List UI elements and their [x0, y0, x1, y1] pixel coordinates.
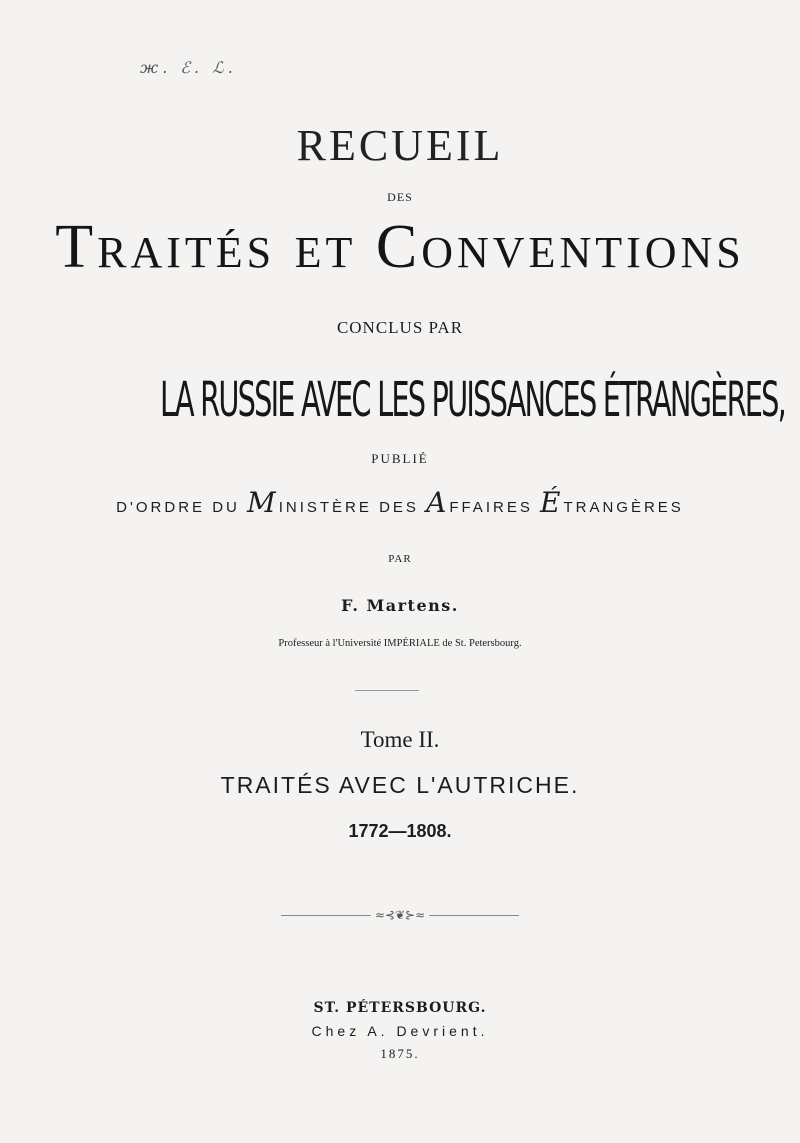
title-traites-et-conventions [0, 212, 800, 283]
byline-par: PAR [388, 553, 412, 565]
title-ordre-ministere [0, 486, 800, 519]
ornament-rule-left [281, 915, 371, 916]
title-publie: PUBLIÉ [371, 451, 429, 466]
volume-years: 1772—1808. [348, 821, 452, 841]
traites-initial: T [55, 213, 98, 281]
ordre-prefix: D'ORDRE DU [116, 499, 248, 516]
byline-professeur: Professeur à l'Université IMPÉRIALE de St. Petersbourg. [278, 638, 522, 649]
ministere-rest: INISTÈRE DES [278, 499, 427, 516]
conventions-rest: ONVENTIONS [421, 228, 745, 277]
affaires-rest: FFAIRES [449, 499, 540, 516]
imprint-year: 1875. [380, 1046, 420, 1061]
title-et: ET [294, 228, 357, 277]
byline-author: F. Martens. [341, 596, 459, 615]
etrangeres-initial: É [540, 486, 564, 519]
title-des: DES [387, 190, 413, 204]
imprint-city: ST. PÉTERSBOURG. [313, 1000, 487, 1016]
title-conclus-par: CONCLUS PAR [336, 318, 464, 337]
ornament-divider [0, 908, 800, 922]
title-recueil: RECUEIL [296, 121, 504, 170]
ornament-rule-right [429, 915, 519, 916]
title-russie: LA RUSSIE AVEC LES PUISSANCES ÉTRANGÈRES, [159, 372, 786, 428]
imprint-publisher: Chez A. Devrient. [311, 1023, 489, 1039]
ministere-initial: M [247, 486, 279, 519]
etrangeres-rest: TRANGÈRES [563, 499, 684, 516]
handwritten-shelfmark: ж. ℰ. ℒ. [140, 58, 237, 77]
affaires-initial: A [426, 486, 450, 519]
conventions-initial: C [375, 213, 422, 281]
divider-rule [355, 690, 419, 691]
volume-traites-avec: TRAITÉS AVEC L'AUTRICHE. [220, 772, 580, 798]
ornament-flourish-icon: ≈⊰❦⊱≈ [374, 908, 426, 922]
traites-rest: RAITÉS [97, 228, 276, 277]
volume-tome: Tome II. [360, 727, 440, 752]
